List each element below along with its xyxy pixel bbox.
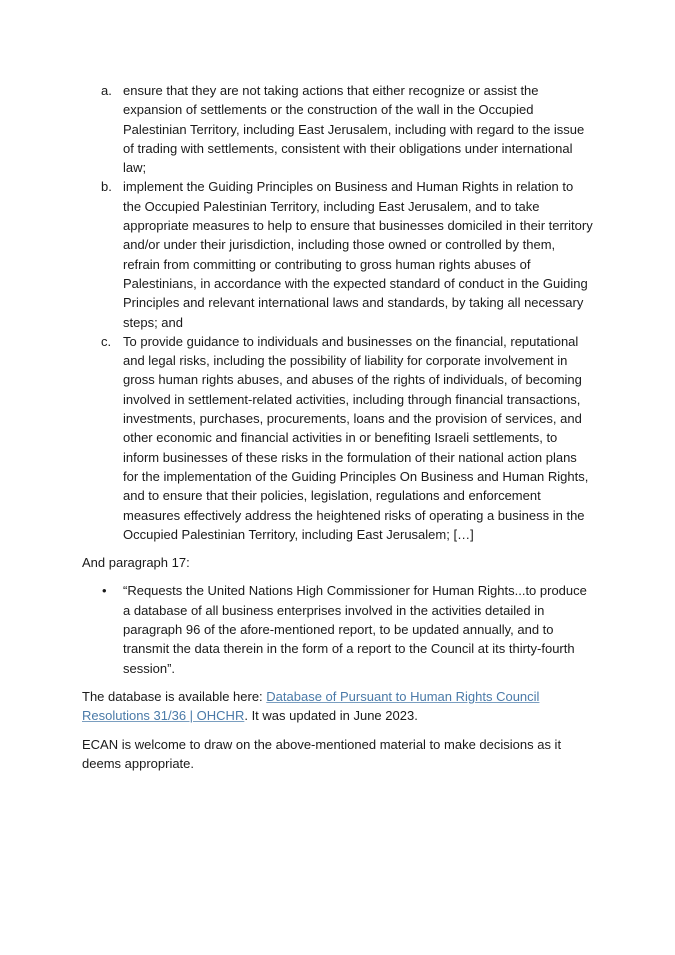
- bullet-list: [82, 581, 594, 677]
- database-suffix: . It was updated in June 2023.: [244, 708, 418, 724]
- bullet-item: [82, 581, 594, 677]
- database-link[interactable]: Database of Pursuant to Human Rights Council Resolutions 31/36 | OHCHR: [82, 688, 540, 724]
- document-body: [82, 81, 594, 773]
- list-item-a: [82, 81, 594, 177]
- list-item-b: [82, 177, 594, 331]
- list-item-text: implement the Guiding Principles on Business and Human Rights in relation to the Occupied Palestinian Territory, including East Jerusalem, and to take appropriate measures to help to ensure that businesses domiciled in their territory and/or under their jurisdiction, including those owned or controlled by them, refrain from committing or contributing to gross human rights abuses of Palestinians, in accordance with the expected standard of conduct in the Guiding Principles and relevant international laws and standards, by taking all necessary steps; and: [123, 179, 593, 330]
- database-prefix: The database is available here:: [82, 688, 267, 704]
- lettered-list: [82, 81, 594, 544]
- closing-paragraph: ECAN is welcome to draw on the above-mentioned material to make decisions as it deems appropriate.: [82, 736, 562, 771]
- bullet-item-text: “Requests the United Nations High Commissioner for Human Rights...to produce a database of all business enterprises involved in the activities detailed in paragraph 96 of the afore-mentioned report, to be updated annually, and to transmit the data therein in the form of a report to the Council at its thirty-fourth session”.: [123, 583, 587, 676]
- list-item-c: [82, 332, 594, 544]
- list-item-text: To provide guidance to individuals and businesses on the financial, reputational and legal risks, including the possibility of liability for corporate involvement in gross human rights abuses, and abuses of the rights of individuals, of becoming involved in settlement-related activities, including through financial transactions, investments, purchases, procurements, loans and the provision of services, and other economic and financial activities in or benefiting Israeli settlements, to inform businesses of these risks in the formulation of their national action plans for the implementation of the Guiding Principles On Business and Human Rights, and to ensure that their policies, legislation, regulations and enforcement measures effectively address the heightened risks of operating a business in the Occupied Palestinian Territory, including East Jerusalem; […]: [123, 333, 589, 542]
- paragraph-intro: And paragraph 17:: [82, 555, 190, 571]
- bullet-marker: •: [102, 583, 107, 599]
- list-marker: b.: [101, 179, 112, 195]
- list-marker: a.: [101, 83, 112, 98]
- database-paragraph: [82, 687, 594, 726]
- list-item-text: ensure that they are not taking actions that either recognize or assist the expansion of settlements or the construction of the wall in the Occupied Palestinian Territory, including East Jerusalem, including with regard to the issue of trading with settlements, consistent with their obligations under international law;: [123, 83, 585, 176]
- list-marker: c.: [101, 333, 112, 349]
